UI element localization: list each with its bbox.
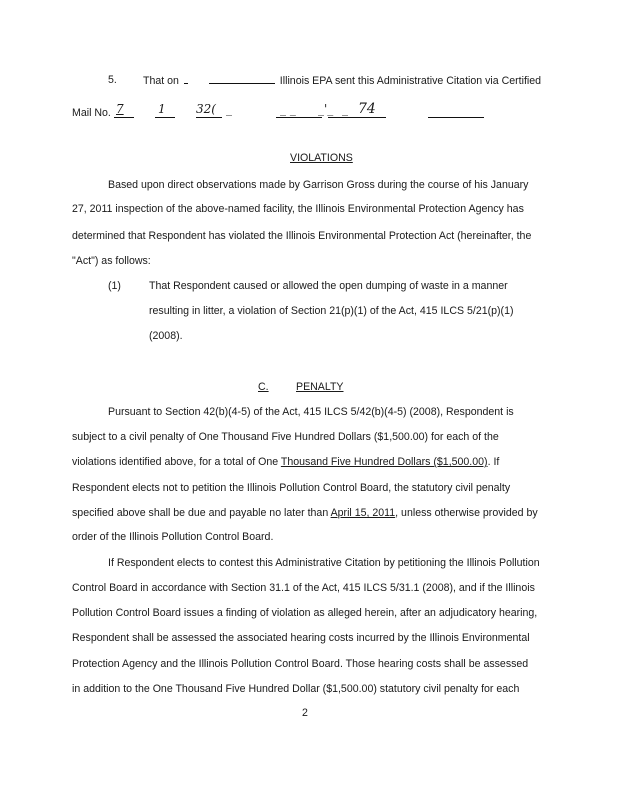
- violations-line: "Act") as follows:: [72, 255, 151, 267]
- penalty-p1-line: subject to a civil penalty of One Thousand Five Hundred Dollars ($1,500.00) for each of the: [72, 431, 499, 443]
- date-blank-short: [184, 73, 188, 84]
- mail-underline-5: [328, 117, 386, 118]
- penalty-p2-line: Respondent shall be assessed the associated hearing costs incurred by the Illinois Environmental: [72, 632, 530, 644]
- mail-underline-3: [196, 117, 222, 118]
- violation-item-line: That Respondent caused or allowed the open dumping of waste in a manner: [149, 280, 508, 292]
- penalty-p1-line: Pursuant to Section 42(b)(4-5) of the Act, 415 ILCS 5/42(b)(4-5) (2008), Respondent is: [108, 406, 514, 418]
- penalty-p1-line: Respondent elects not to petition the Illinois Pollution Control Board, the statutory civil penalty: [72, 482, 511, 494]
- violation-item-line: (2008).: [149, 330, 183, 342]
- penalty-p1-line3-b: . If: [487, 456, 500, 468]
- mail-mark-8: 74: [358, 101, 376, 117]
- due-date: April 15, 2011: [330, 507, 396, 519]
- penalty-p2-line: If Respondent elects to contest this Administrative Citation by petitioning the Illinois Pollution: [108, 557, 540, 569]
- para5-num: 5.: [108, 74, 117, 86]
- penalty-p1-line3-a: violations identified above, for a total of One: [72, 456, 281, 468]
- penalty-heading-letter: C.: [258, 381, 269, 393]
- para5-line2: [72, 106, 111, 120]
- para5-text-b: Illinois EPA sent this Administrative Citation via Certified: [279, 75, 542, 87]
- mail-mark-1: 7: [116, 102, 124, 116]
- para5-line1: [143, 73, 541, 88]
- penalty-p1-line5: [72, 506, 538, 520]
- violations-line: determined that Respondent has violated the Illinois Environmental Protection Act (hereinafter, the: [72, 230, 532, 242]
- violations-line: 27, 2011 inspection of the above-named facility, the Illinois Environmental Protection Agency has: [72, 203, 524, 215]
- penalty-p2-line: Protection Agency and the Illinois Pollution Control Board. Those hearing costs shall be assessed: [72, 658, 529, 670]
- mail-mark-7: _: [342, 102, 348, 116]
- violations-heading: VIOLATIONS: [290, 152, 353, 164]
- mail-underline-4: [276, 117, 322, 118]
- penalty-p2-line: in addition to the One Thousand Five Hundred Dollar ($1,500.00) statutory civil penalty for each: [72, 683, 520, 695]
- mail-mark-3: 32(: [196, 102, 216, 116]
- penalty-heading: PENALTY: [296, 381, 344, 393]
- penalty-p1-line3: [72, 455, 499, 469]
- mail-underline-2: [155, 117, 175, 118]
- penalty-p1-line5-b: , unless otherwise provided by: [395, 507, 538, 519]
- date-blank: [209, 73, 275, 84]
- mail-no-label: Mail No.: [72, 107, 111, 119]
- penalty-p1-line: order of the Illinois Pollution Control Board.: [72, 531, 274, 543]
- penalty-p2-line: Pollution Control Board issues a finding of violation as alleged herein, after an adjudicatory hearing,: [72, 607, 538, 619]
- page-number: 2: [302, 707, 308, 719]
- violations-line: Based upon direct observations made by Garrison Gross during the course of his January: [108, 179, 529, 191]
- penalty-p1-line5-a: specified above shall be due and payable no later than: [72, 507, 331, 519]
- mail-mark-6: _'_: [318, 102, 334, 116]
- total-penalty-amount: Thousand Five Hundred Dollars ($1,500.00): [280, 456, 488, 468]
- mail-underline-1: [114, 117, 134, 118]
- mail-mark-4: _: [226, 102, 232, 116]
- penalty-p2-line: Control Board in accordance with Section 31.1 of the Act, 415 ILCS 5/31.1 (2008), and if the Illinois: [72, 582, 535, 594]
- violation-item-line: resulting in litter, a violation of Section 21(p)(1) of the Act, 415 ILCS 5/21(p)(1): [149, 305, 514, 317]
- para5-text-a: That on: [143, 75, 179, 87]
- mail-mark-5: _ _: [280, 102, 296, 116]
- mail-underline-6: [428, 117, 484, 118]
- mail-mark-2: 1: [158, 102, 166, 116]
- violation-item-number: (1): [108, 280, 121, 292]
